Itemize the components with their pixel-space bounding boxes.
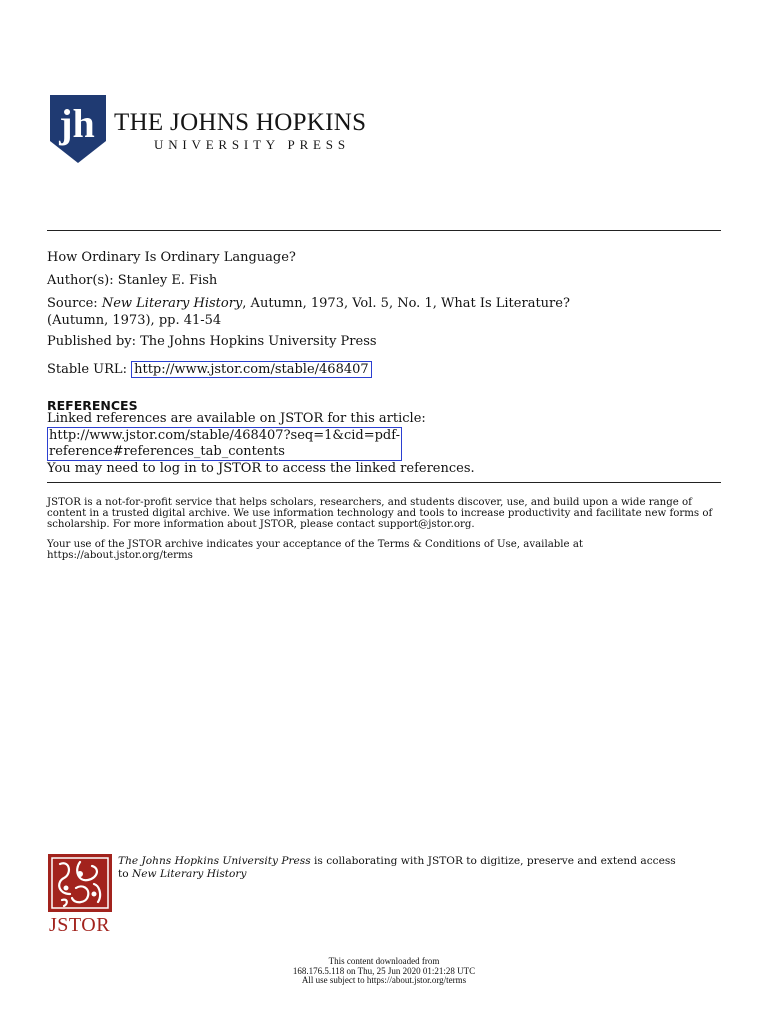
- references-link-line2[interactable]: reference#references_tab_contents: [49, 444, 285, 459]
- references-intro: Linked references are available on JSTOR for this article:: [47, 411, 426, 426]
- author-label: Author(s):: [47, 273, 114, 288]
- collab-publisher: The Johns Hopkins University Press: [118, 855, 311, 867]
- footer-line2: 168.176.5.118 on Thu, 25 Jun 2020 01:21:28 UTC: [292, 965, 476, 976]
- publisher-subname: UNIVERSITY PRESS: [154, 137, 350, 152]
- jstor-seal-icon: [48, 854, 112, 912]
- source-detail-2: (Autumn, 1973), pp. 41-54: [47, 313, 222, 328]
- terms-notice: Your use of the JSTOR archive indicates your acceptance of the Terms & Conditions of Use, available at https://about.jstor.org/terms: [47, 539, 583, 561]
- footer-line1: This content downloaded from: [328, 956, 440, 966]
- jstor-notice: JSTOR is a not-for-profit service that helps scholars, researchers, and students discover, use, and build upon a wide range of content in a trusted digital archive. We use information technology and tools to increase productivity and facilitate new forms of scholarship. For more information about JSTOR, please contact support@jstor.org.: [47, 497, 713, 530]
- source-detail: , Autumn, 1973, Vol. 5, No. 1, What Is Literature?: [242, 296, 570, 311]
- published-label: Published by:: [47, 334, 136, 349]
- published-line: [47, 333, 377, 350]
- stable-url-line: [47, 361, 372, 378]
- journal-name: New Literary History: [101, 296, 243, 311]
- references-link-line1[interactable]: http://www.jstor.com/stable/468407?seq=1&cid=pdf-: [49, 428, 400, 443]
- footer-line3: All use subject to https://about.jstor.org/terms: [301, 975, 467, 985]
- references-login-note: You may need to log in to JSTOR to access the linked references.: [47, 461, 475, 476]
- jstor-logo: [48, 854, 114, 938]
- collab-journal: New Literary History: [132, 867, 247, 880]
- collab-middle: is collaborating with JSTOR to digitize, preserve and extend access to: [118, 855, 676, 880]
- download-footer: [0, 957, 768, 986]
- middle-divider: [47, 482, 721, 483]
- jstor-wordmark: JSTOR: [49, 914, 111, 936]
- publisher-name: THE JOHNS HOPKINS: [114, 109, 367, 136]
- references-link[interactable]: [47, 427, 402, 461]
- source-line: [47, 295, 570, 329]
- jh-shield-icon: [50, 95, 106, 163]
- logo-monogram: jh: [59, 101, 95, 146]
- collaboration-statement: [118, 855, 678, 880]
- published-by: The Johns Hopkins University Press: [140, 334, 377, 349]
- top-divider: [47, 230, 721, 231]
- references-heading: REFERENCES: [47, 398, 138, 413]
- author-name: Stanley E. Fish: [117, 273, 218, 288]
- source-label: Source:: [47, 296, 98, 311]
- stable-url-label: Stable URL:: [47, 362, 127, 377]
- article-title: How Ordinary Is Ordinary Language?: [47, 250, 296, 265]
- publisher-logo: [50, 95, 367, 165]
- stable-url-link[interactable]: http://www.jstor.com/stable/468407: [131, 361, 372, 378]
- author-line: [47, 272, 217, 289]
- references-body: [47, 411, 727, 477]
